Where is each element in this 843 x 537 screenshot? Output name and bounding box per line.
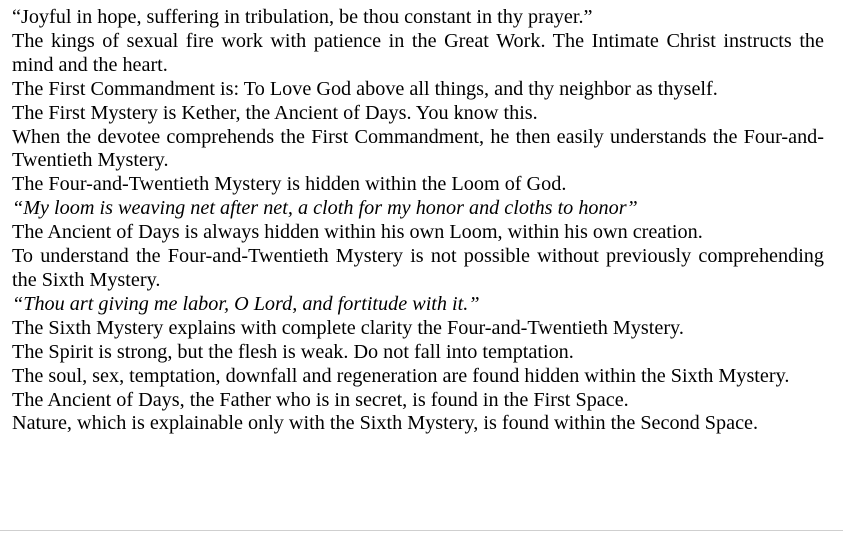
paragraph-sixth-mystery-explains: The Sixth Mystery explains with complete clarity the Four-and-Twentieth Mystery. [12,316,684,339]
paragraph-ancient-of-days-loom: The Ancient of Days is always hidden within his own Loom, within his own creation. [12,221,703,244]
paragraph-second-space: Nature, which is explainable only with the Sixth Mystery, is found within the Second Space. [12,412,759,435]
paragraph-first-commandment: The First Commandment is: To Love God above all things, and thy neighbor as thyself. [12,77,718,100]
paragraph-devotee: When the devotee comprehends the First Commandment, he then easily understands the Four-and-Twentieth Mystery. [12,125,824,172]
paragraph-understand-mystery: To understand the Four-and-Twentieth Mystery is not possible without previously comprehending the Sixth Mystery. [12,245,824,291]
document-body [12,6,824,436]
paragraph-prayer-quote: “Joyful in hope, suffering in tribulation, be thou constant in thy prayer.” [12,6,593,28]
bottom-divider [0,530,843,531]
paragraph-kings-of-fire: The kings of sexual fire work with patience in the Great Work. The Intimate Christ instructs the mind and the heart. [12,29,824,76]
paragraph-labor-quote: “Thou art giving me labor, O Lord, and fortitude with it.” [12,292,480,315]
paragraph-loom-of-god: The Four-and-Twentieth Mystery is hidden within the Loom of God. [12,173,567,196]
paragraph-first-mystery: The First Mystery is Kether, the Ancient of Days. You know this. [12,101,538,124]
paragraph-spirit-strong: The Spirit is strong, but the flesh is weak. Do not fall into temptation. [12,340,574,363]
paragraph-soul-sex: The soul, sex, temptation, downfall and regeneration are found hidden within the Sixth Mystery. [12,364,790,387]
paragraph-loom-quote: “My loom is weaving net after net, a cloth for my honor and cloths to honor” [12,197,638,220]
paragraph-first-space: The Ancient of Days, the Father who is in secret, is found in the First Space. [12,388,629,411]
